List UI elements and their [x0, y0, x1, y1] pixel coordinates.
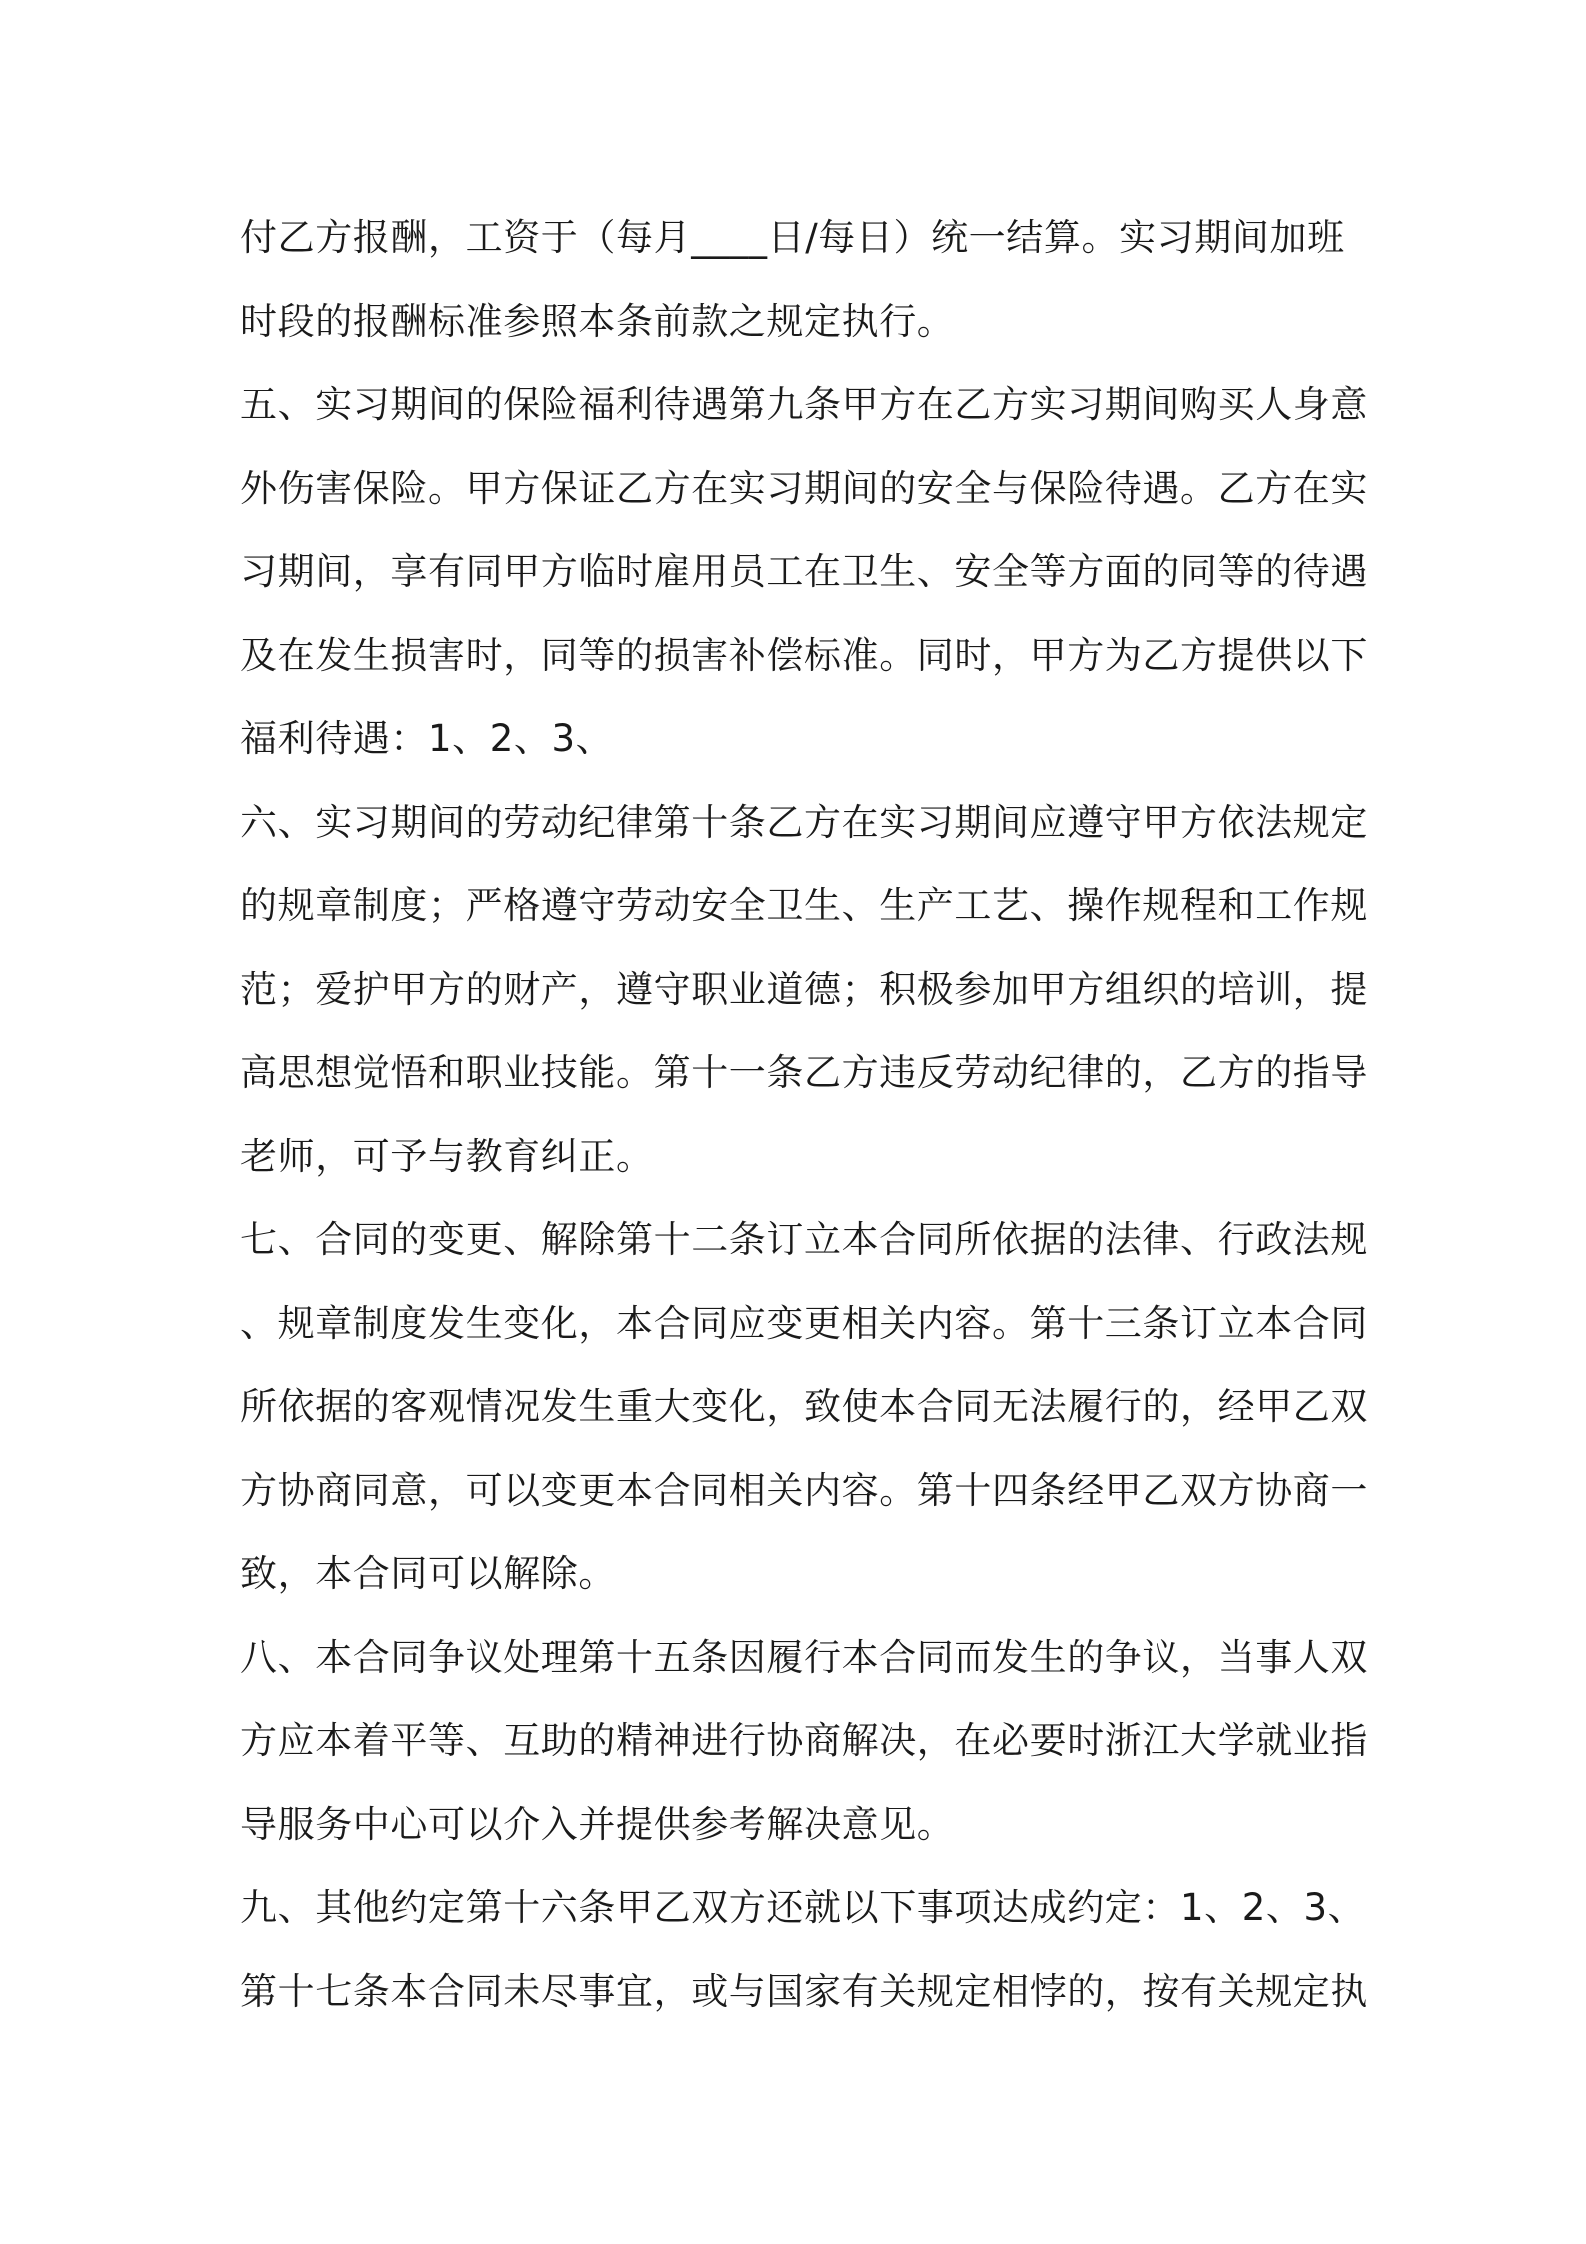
text-line-13-section-seven-heading: 七、合同的变更、解除第十二条订立本合同所依据的法律、行政法规 [240, 1218, 1368, 1261]
text-line-8-section-six-heading: 六、实习期间的劳动纪律第十条乙方在实习期间应遵守甲方依法规定 [240, 800, 1368, 844]
text-line-12: 老师，可予与教育纠正。 [240, 1134, 654, 1178]
text-line-18-section-eight-heading: 八、本合同争议处理第十五条因履行本合同而发生的争议，当事人双 [240, 1635, 1368, 1679]
text-line-7: 福利待遇：1、2、3、 [240, 717, 614, 760]
text-line-5: 习期间，享有同甲方临时雇用员工在卫生、安全等方面的同等的待遇 [240, 550, 1368, 593]
text-line-22: 第十七条本合同未尽事宜，或与国家有关规定相悖的，按有关规定执 [240, 1969, 1368, 2013]
text-line-21-section-nine-heading: 九、其他约定第十六条甲乙双方还就以下事项达成约定：1、2、3、 [240, 1886, 1366, 1929]
contract-text-body [240, 196, 1368, 2033]
text-line-15: 所依据的客观情况发生重大变化，致使本合同无法履行的，经甲乙双 [240, 1385, 1368, 1428]
text-line-19: 方应本着平等、互助的精神进行协商解决，在必要时浙江大学就业指 [240, 1719, 1368, 1762]
text-line-11: 高思想觉悟和职业技能。第十一条乙方违反劳动纪律的，乙方的指导 [240, 1051, 1368, 1094]
text-line-16: 方协商同意，可以变更本合同相关内容。第十四条经甲乙双方协商一 [240, 1468, 1368, 1512]
text-line-17: 致，本合同可以解除。 [240, 1552, 616, 1595]
text-line-4: 外伤害保险。甲方保证乙方在实习期间的安全与保险待遇。乙方在实 [240, 466, 1368, 510]
text-line-1: 付乙方报酬，工资于（每月____日/每日）统一结算。实习期间加班 [240, 216, 1345, 259]
text-line-10: 范；爱护甲方的财产，遵守职业道德；积极参加甲方组织的培训，提 [240, 967, 1368, 1011]
text-line-14: 、规章制度发生变化，本合同应变更相关内容。第十三条订立本合同 [240, 1301, 1368, 1345]
text-line-6: 及在发生损害时，同等的损害补偿标准。同时，甲方为乙方提供以下 [240, 633, 1368, 677]
text-line-20: 导服务中心可以介入并提供参考解决意见。 [240, 1802, 955, 1846]
text-line-9: 的规章制度；严格遵守劳动安全卫生、生产工艺、操作规程和工作规 [240, 884, 1368, 927]
text-line-2: 时段的报酬标准参照本条前款之规定执行。 [240, 299, 955, 343]
text-line-3-section-five-heading: 五、实习期间的保险福利待遇第九条甲方在乙方实习期间购买人身意 [240, 383, 1368, 426]
